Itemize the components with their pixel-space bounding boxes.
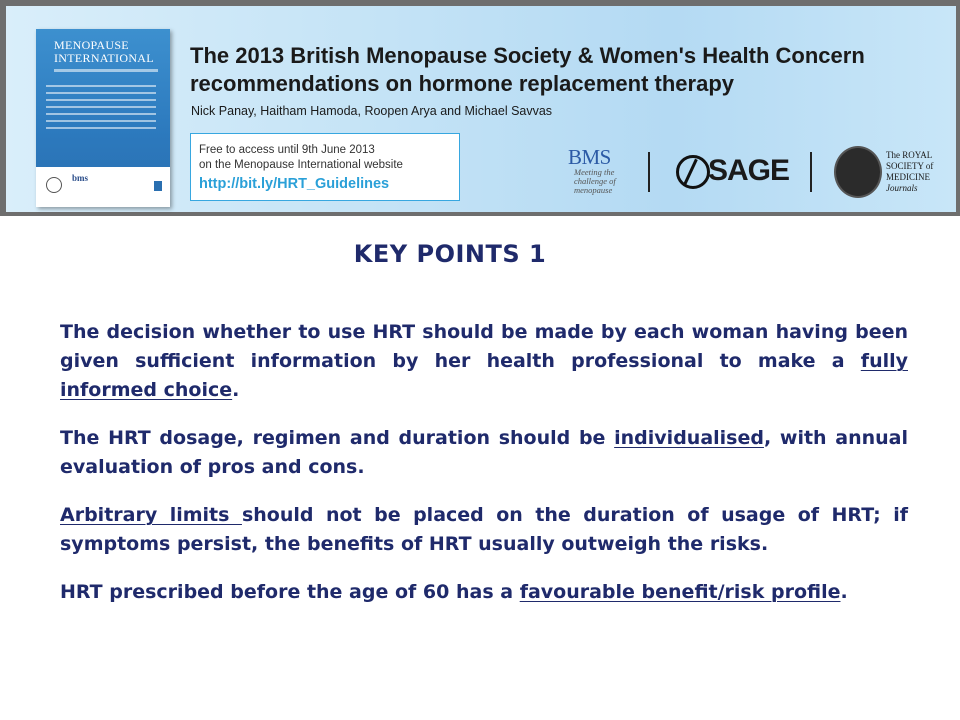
sage-mark-icon xyxy=(154,181,162,191)
bms-wordmark: BMS xyxy=(568,145,611,169)
journal-cover xyxy=(36,29,170,207)
key-point: The decision whether to use HRT should be made by each woman having been given sufficient information by her health professional to make a fully informed choice. xyxy=(60,321,908,401)
journal-cover-contents xyxy=(46,85,156,134)
sage-icon xyxy=(676,155,710,189)
access-date: Free to access until 9th June 2013 xyxy=(199,144,375,156)
rsm-line: The ROYAL xyxy=(886,150,933,160)
underlined-phrase: Arbitrary limits xyxy=(60,504,242,526)
journal-cover-bms: bms xyxy=(72,173,89,183)
rsm-line: MEDICINE xyxy=(886,172,930,182)
sage-wordmark: SAGE xyxy=(708,154,790,187)
royal-society-of-medicine-journals xyxy=(886,150,933,194)
underlined-phrase: individualised xyxy=(614,427,764,449)
key-point: HRT prescribed before the age of 60 has a favourable benefit/risk profile. xyxy=(60,581,848,603)
author-list: Nick Panay, Haitham Hamoda, Roopen Arya and Michael Savvas xyxy=(191,104,553,118)
underlined-phrase: favourable benefit/risk profile xyxy=(519,581,841,603)
free-access-box xyxy=(190,133,460,201)
sage-logo xyxy=(670,152,798,192)
journal-cover-footer xyxy=(36,167,170,207)
key-point: The HRT dosage, regimen and duration should be individualised, with annual evaluation of pros and cons. xyxy=(60,427,908,478)
key-points xyxy=(60,318,908,626)
guidelines-link[interactable]: http://bit.ly/HRT_Guidelines xyxy=(199,176,390,192)
underlined-phrase: fully informed choice xyxy=(60,350,908,401)
logo-divider xyxy=(648,152,650,192)
rsm-line: SOCIETY of xyxy=(886,161,934,171)
rsm-line: Journals xyxy=(886,183,918,193)
royal-society-seal-icon xyxy=(834,146,882,198)
journal-cover-title: MENOPAUSE INTERNATIONAL xyxy=(54,38,154,65)
bms-tagline: Meeting the challenge of menopause xyxy=(574,167,616,195)
journal-cover-subtitle-bar xyxy=(54,69,158,72)
guideline-title: The 2013 British Menopause Society & Women's Health Concern recommendations on hormone replacement therapy xyxy=(190,43,865,96)
bms-logo xyxy=(568,146,638,204)
guideline-banner xyxy=(0,0,960,216)
access-site: on the Menopause International website xyxy=(199,159,403,171)
logo-divider xyxy=(810,152,812,192)
key-point: Arbitrary limits should not be placed on the duration of usage of HRT; if symptoms persist, the benefits of HRT usually outweigh the risks. xyxy=(60,504,908,555)
slide-heading: KEY POINTS 1 xyxy=(353,240,547,268)
rsm-seal-icon xyxy=(46,177,62,193)
banner-background xyxy=(6,6,956,212)
